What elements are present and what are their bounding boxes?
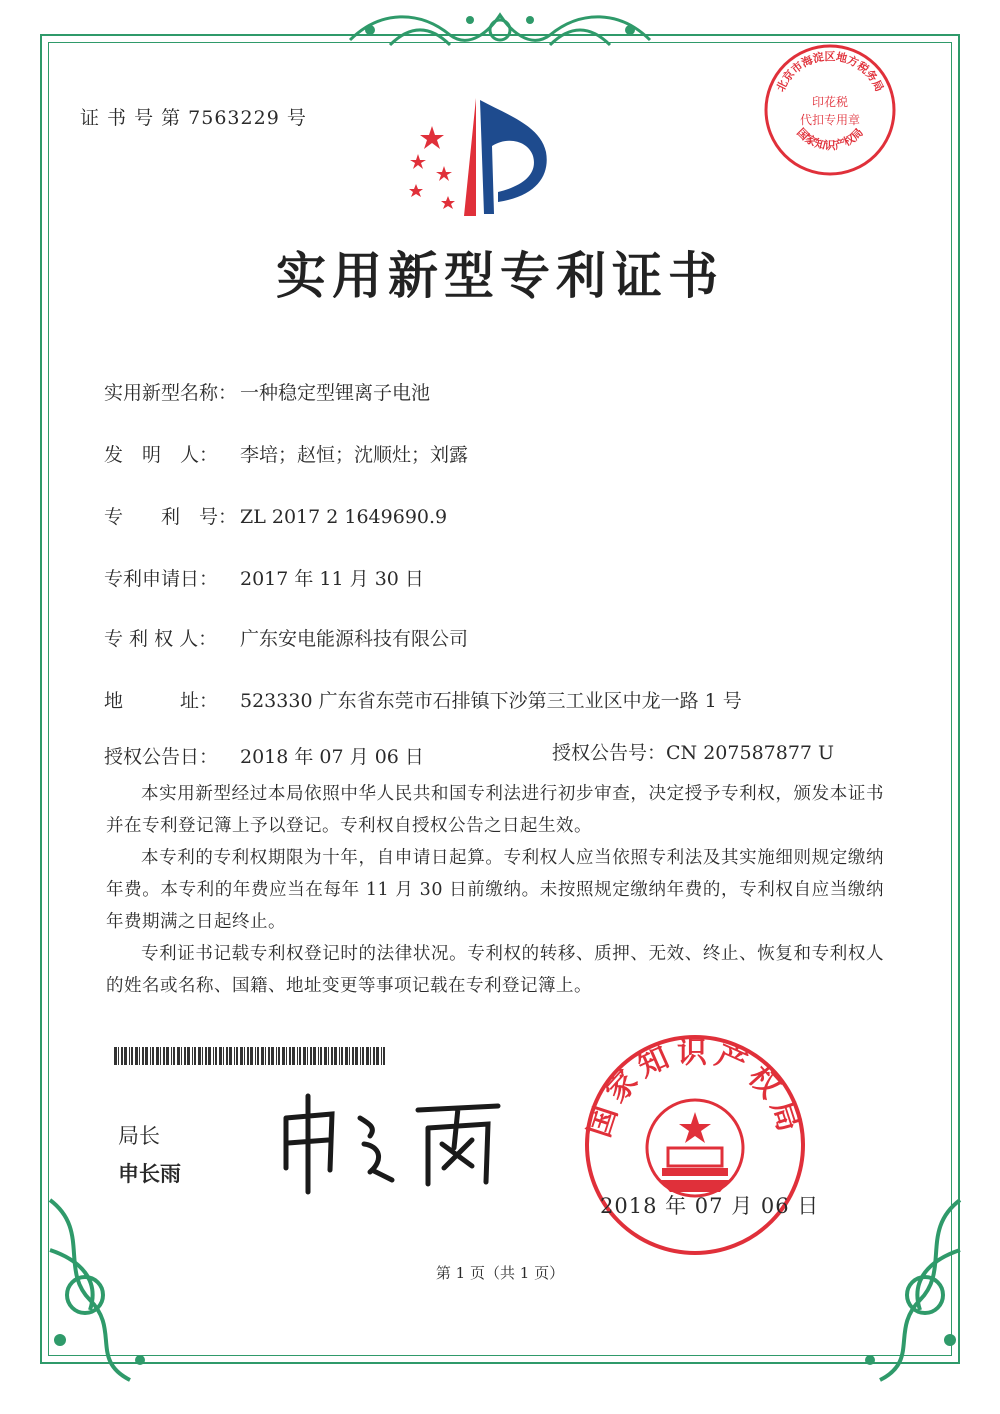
tax-stamp-bottom-text: 国家知识产权局 [794, 125, 866, 153]
patentee-row [104, 624, 468, 651]
barcode-bar [250, 1047, 253, 1065]
tax-stamp-outer-text: 北京市海淀区地方税务局 [773, 49, 887, 94]
apply-date-label: 专利申请日： [104, 568, 219, 590]
barcode-bar [131, 1047, 133, 1065]
barcode-bar [173, 1047, 175, 1065]
barcode-bar [299, 1047, 301, 1065]
barcode-bar [124, 1047, 127, 1065]
barcode-bar [352, 1047, 354, 1065]
barcode-bar [318, 1047, 319, 1065]
barcode-bar [152, 1047, 154, 1065]
barcode-bar [244, 1047, 245, 1065]
patentee-value: 广东安电能源科技有限公司 [240, 628, 469, 650]
grant-number-value: CN 207587877 U [666, 742, 835, 764]
barcode-bar [362, 1047, 364, 1065]
top-ornament [330, 0, 670, 58]
barcode-bar [328, 1047, 329, 1065]
barcode-bar [184, 1047, 186, 1065]
barcode-bar [163, 1047, 165, 1065]
barcode-bar [226, 1047, 228, 1065]
svg-text:北京市海淀区地方税务局 [774, 49, 886, 94]
address-value: 523330 广东省东莞市石排镇下沙第三工业区中龙一路 1 号 [240, 690, 742, 712]
barcode-bar [247, 1047, 249, 1065]
patent-office-logo [398, 96, 558, 220]
barcode-bar [268, 1047, 270, 1065]
body-paragraph: 本实用新型经过本局依照中华人民共和国专利法进行初步审查，决定授予专利权，颁发本证书并在专利登记簿上予以登记。专利权自授权公告之日起生效。 [106, 784, 884, 836]
barcode-bar [166, 1047, 169, 1065]
barcode-bar [135, 1047, 138, 1065]
barcode-bar [289, 1047, 291, 1065]
chief-title: 局长 [118, 1124, 160, 1148]
inventor-row [104, 440, 468, 467]
certificate-number: 证 书 号 第 7563229 号 [80, 107, 307, 129]
tax-stamp-line2: 代扣专用章 [799, 113, 861, 127]
barcode-bar [129, 1047, 130, 1065]
apply-date-row [104, 564, 424, 591]
barcode-bar [341, 1047, 343, 1065]
barcode-bar [320, 1047, 322, 1065]
barcode-bar [366, 1047, 369, 1065]
patent-number-row [104, 502, 447, 529]
grant-number-label: 授权公告号： [552, 742, 667, 764]
inventor-label: 发 明 人： [104, 444, 219, 466]
tax-stamp-line1: 印花税 [811, 95, 849, 109]
barcode-bar [121, 1047, 123, 1065]
barcode-bar [142, 1047, 144, 1065]
barcode-bar [156, 1047, 159, 1065]
barcode-bar [265, 1047, 266, 1065]
barcode-bar [118, 1047, 119, 1065]
barcode-bar [181, 1047, 182, 1065]
barcode-bar [234, 1047, 235, 1065]
barcode-bar [355, 1047, 358, 1065]
barcode-bar [145, 1047, 148, 1065]
chief-signature [272, 1088, 512, 1198]
bottom-right-ornament [830, 1190, 980, 1390]
patentee-label: 专 利 权 人： [104, 628, 218, 650]
barcode-bar [205, 1047, 207, 1065]
patent-number-label: 专 利 号： [104, 506, 238, 528]
barcode-bar [171, 1047, 172, 1065]
barcode-bar [194, 1047, 196, 1065]
barcode-bar [198, 1047, 201, 1065]
grant-date-value: 2018 年 07 月 06 日 [240, 746, 424, 768]
barcode-bar [381, 1047, 382, 1065]
barcode-bar [345, 1047, 348, 1065]
barcode-bar [370, 1047, 371, 1065]
national-emblem-icon [647, 1100, 743, 1196]
apply-date-value: 2017 年 11 月 30 日 [240, 568, 424, 590]
inventor-value: 李培；赵恒；沈顺灶；刘露 [240, 444, 469, 466]
grant-date-label: 授权公告日： [104, 746, 219, 768]
barcode-bar [202, 1047, 203, 1065]
barcode-bar [223, 1047, 224, 1065]
barcode-bar [313, 1047, 316, 1065]
barcode-bar [236, 1047, 238, 1065]
patent-number-value: ZL 2017 2 1649690.9 [240, 506, 448, 528]
barcode-bar [240, 1047, 243, 1065]
address-label: 地 址： [104, 690, 219, 712]
svg-text:国家知识产权局 [794, 125, 866, 152]
barcode-bar [261, 1047, 264, 1065]
body-paragraph: 本专利的专利权期限为十年，自申请日起算。专利权人应当依照专利法及其实施细则规定缴纳年费。本专利的年费应当在每年 11 月 30 日前缴纳。未按照规定缴纳年费的，专利权自应当缴纳年费期满之日起终止。 [106, 848, 884, 932]
tax-stamp [760, 40, 900, 180]
barcode-bar [376, 1047, 379, 1065]
seal-text: 国家知识产权局 [581, 1035, 809, 1142]
barcode-bar [383, 1047, 385, 1065]
certificate-title: 实用新型专利证书 [276, 247, 724, 305]
address-row [104, 686, 742, 713]
barcode-bar [360, 1047, 361, 1065]
barcode-bar [213, 1047, 214, 1065]
certificate-body [106, 778, 884, 1002]
barcode-bar [257, 1047, 259, 1065]
barcode-bar [310, 1047, 312, 1065]
barcode-bar [192, 1047, 193, 1065]
model-name-row [104, 378, 430, 405]
barcode-bar [177, 1047, 180, 1065]
chief-name: 申长雨 [118, 1162, 181, 1186]
barcode-bar [339, 1047, 340, 1065]
barcode-bar [282, 1047, 285, 1065]
barcode-bar [297, 1047, 298, 1065]
barcode-bar [292, 1047, 295, 1065]
grant-number-row [552, 738, 834, 765]
barcode-bar [255, 1047, 256, 1065]
official-seal [580, 1030, 810, 1260]
barcode-bar [349, 1047, 350, 1065]
model-name-label: 实用新型名称： [104, 382, 238, 404]
barcode-bar [187, 1047, 190, 1065]
barcode-bar [276, 1047, 277, 1065]
barcode-bar [219, 1047, 222, 1065]
barcode-bar [271, 1047, 274, 1065]
page-number: 第 1 页（共 1 页） [435, 1264, 565, 1282]
barcode-bar [215, 1047, 217, 1065]
barcode-bar [286, 1047, 287, 1065]
barcode-bar [331, 1047, 333, 1065]
body-paragraph: 专利证书记载专利权登记时的法律状况。专利权的转移、质押、无效、终止、恢复和专利权人的姓名或名称、国籍、地址变更等事项记载在专利登记簿上。 [106, 944, 884, 996]
barcode-bar [160, 1047, 161, 1065]
barcode-bar [334, 1047, 337, 1065]
bottom-left-ornament [30, 1190, 180, 1390]
barcode-bar [373, 1047, 375, 1065]
seal-date: 2018 年 07 月 06 日 [600, 1194, 820, 1218]
grant-date-row [104, 742, 424, 769]
barcode-bar [139, 1047, 140, 1065]
barcode-bar [278, 1047, 280, 1065]
barcode-bar [229, 1047, 232, 1065]
barcode-bar [150, 1047, 151, 1065]
barcode-bar [208, 1047, 211, 1065]
barcode [114, 1047, 386, 1065]
barcode-bar [324, 1047, 327, 1065]
barcode-bar [307, 1047, 308, 1065]
barcode-bar [303, 1047, 306, 1065]
barcode-bar [114, 1047, 117, 1065]
model-name-value: 一种稳定型锂离子电池 [240, 382, 431, 404]
